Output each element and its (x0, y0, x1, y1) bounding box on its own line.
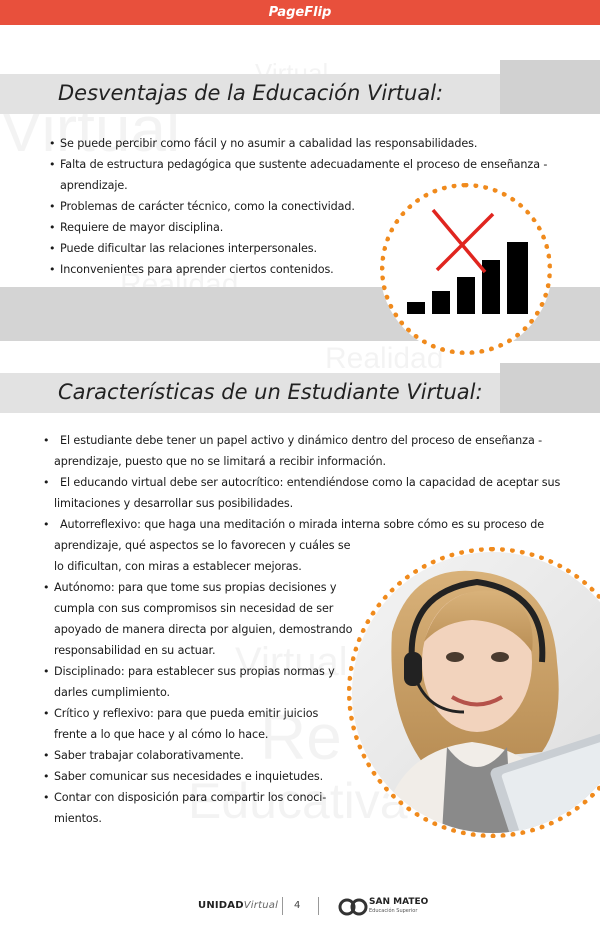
unidad-virtual-logo (198, 900, 278, 911)
brand-name: SAN MATEO (369, 897, 429, 907)
list-item: • El educando virtual debe ser autocrítico: entendiéndose como la capacidad de aceptar sus (54, 472, 564, 493)
footer-divider (282, 897, 283, 915)
band-accent (500, 363, 600, 413)
unidad-label: UNIDAD (198, 900, 244, 911)
list-item: • Saber trabajar colaborativamente. (54, 745, 564, 766)
band-accent (500, 60, 600, 114)
list-item-continuation: mientos. (54, 812, 102, 825)
list-item-continuation: lo dificultan, con miras a establecer mejoras. (54, 560, 302, 573)
section-title: Características de un Estudiante Virtual: (58, 380, 483, 404)
section-title: Desventajas de la Educación Virtual: (58, 81, 444, 105)
list-item-continuation: cumpla con sus compromisos sin necesidad de ser (54, 602, 334, 615)
list-item-continuation: aprendizaje, puesto que no se limitará a recibir información. (54, 455, 386, 468)
list-item: • Puede dificultar las relaciones interpersonales. (60, 238, 560, 259)
list-item: • Falta de estructura pedagógica que sustente adecuadamente el proceso de enseñanza - (60, 154, 560, 175)
list-item-continuation: limitaciones y desarrollar sus posibilidades. (54, 497, 294, 510)
app-title: PageFlip (268, 5, 332, 20)
list-item-continuation: apoyado de manera directa por alguien, demostrando (54, 623, 353, 636)
san-mateo-logo-icon (338, 897, 368, 917)
chart-illustration-circle (380, 183, 552, 355)
list-item: • Saber comunicar sus necesidades e inquietudes. (54, 766, 564, 787)
list-item-continuation: darles cumplimiento. (54, 686, 170, 699)
list-item: • Autorreflexivo: que haga una meditación o mirada interna sobre cómo es su proceso de (54, 514, 564, 535)
list-item: • Autónomo: para que tome sus propias decisiones y (54, 577, 564, 598)
list-item: • Se puede percibir como fácil y no asumir a cabalidad las responsabilidades. (60, 133, 560, 154)
list-item: • El estudiante debe tener un papel activo y dinámico dentro del proceso de enseñanza - (54, 430, 564, 451)
list-item: • Requiere de mayor disciplina. (60, 217, 560, 238)
page-footer (0, 895, 600, 919)
student-characteristics-list (54, 430, 564, 829)
list-item: • Disciplinado: para establecer sus propias normas y (54, 661, 564, 682)
declining-bars-x-icon (385, 188, 547, 350)
list-item: • Crítico y reflexivo: para que pueda emitir juicios (54, 703, 564, 724)
list-item-continuation: aprendizaje. (60, 179, 128, 192)
page-number: 4 (294, 900, 301, 911)
list-item-continuation: responsabilidad en su actuar. (54, 644, 216, 657)
list-item-continuation: frente a lo que hace y al cómo lo hace. (54, 728, 269, 741)
page-header-bar (0, 0, 600, 25)
brand-tagline: Educación Superior (369, 908, 418, 914)
list-item: • Problemas de carácter técnico, como la conectividad. (60, 196, 560, 217)
footer-divider (318, 897, 319, 915)
list-item-continuation: aprendizaje, qué aspectos se lo favorecen y cuáles se (54, 539, 351, 552)
list-item: • Inconvenientes para aprender ciertos contenidos. (60, 259, 560, 280)
list-item: • Contar con disposición para compartir los conoci- (54, 787, 564, 808)
virtual-label: Virtual (243, 900, 279, 911)
